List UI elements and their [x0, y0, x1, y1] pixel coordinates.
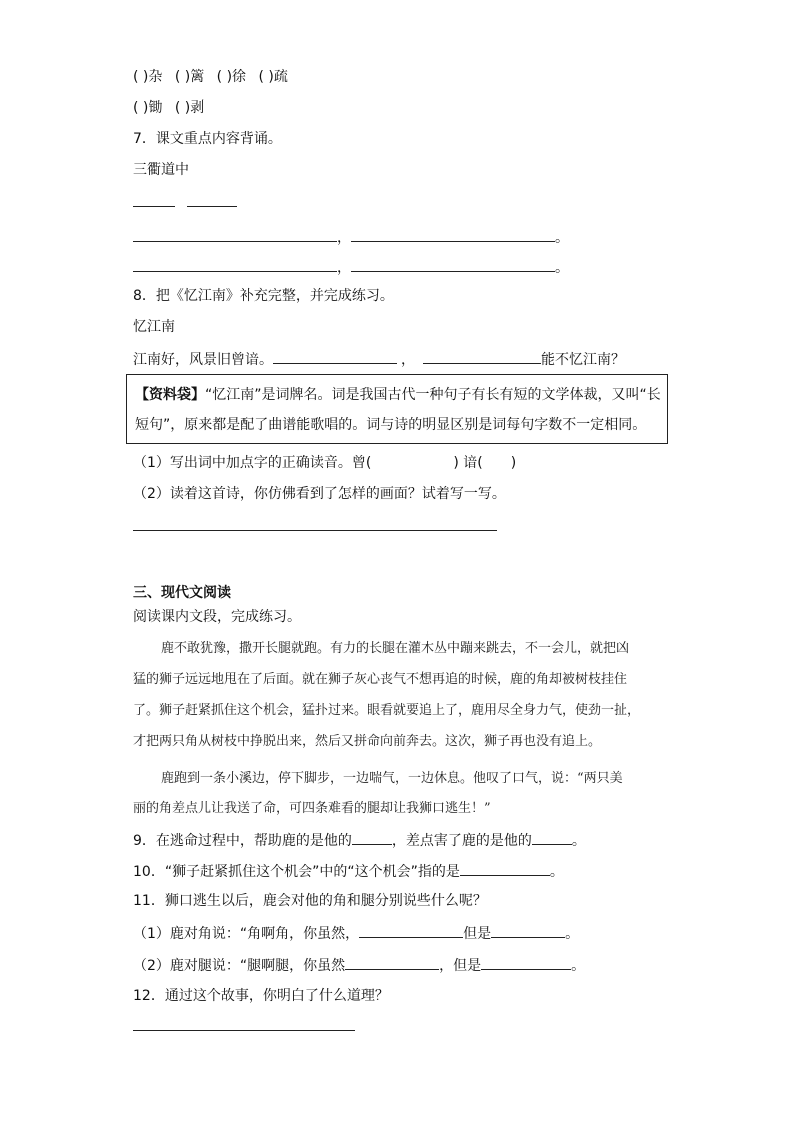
q8-sub1: （1）写出词中加点字的正确读音。曾( ) 谙( )	[133, 455, 517, 471]
q11-sub2: （2）鹿对腿说：“腿啊腿，你虽然 ，但是 。	[133, 955, 585, 975]
q9: 9．在逃命过程中，帮助鹿的是他的 ，差点害了鹿的是他的 。	[133, 830, 586, 850]
q8-answer-blank[interactable]	[423, 349, 541, 364]
info-tag: 【资料袋】	[135, 387, 205, 403]
q8-title: 忆江南	[133, 319, 175, 335]
q8-sub2-answer-blank[interactable]	[133, 530, 497, 531]
q11-answer-blank[interactable]	[345, 955, 439, 970]
char-item: ( )杂	[133, 69, 163, 85]
q8-sub2: （2）读着这首诗，你仿佛看到了怎样的画面？试着写一写。	[133, 486, 506, 502]
passage-line: 鹿不敢犹豫，撒开长腿就跑。有力的长腿在灌木丛中蹦来跳去，不一会儿，就把凶	[161, 641, 630, 656]
q10: 10．“狮子赶紧抓住这个机会”中的“这个机会”指的是 。	[133, 861, 564, 881]
q7-answer-blank[interactable]	[133, 257, 337, 272]
passage-line: 了。狮子赶紧抓住这个机会，猛扑过来。眼看就要追上了，鹿用尽全身力气，使劲一扯，	[133, 703, 641, 718]
q8-answer-blank[interactable]	[273, 349, 397, 364]
q7-author-blank[interactable]	[187, 206, 237, 207]
q7-line-1: ， 。	[133, 227, 569, 247]
q11-answer-blank[interactable]	[359, 923, 463, 938]
char-item: ( )锄	[133, 100, 163, 116]
passage-line: 丽的角差点儿让我送了命，可四条难看的腿却让我狮口逃生！”	[133, 801, 491, 816]
q12-answer-blank[interactable]	[133, 1030, 355, 1031]
info-box	[126, 374, 668, 444]
q10-answer-blank[interactable]	[460, 861, 550, 876]
q7-answer-blank[interactable]	[351, 257, 555, 272]
section-instruction: 阅读课内文段，完成练习。	[133, 609, 301, 625]
char-item: ( )剥	[174, 100, 205, 116]
passage-line: 猛的狮子远远地甩在了后面。就在狮子灰心丧气不想再追的时候，鹿的角却被树枝挂住	[133, 672, 628, 687]
q9-answer-blank[interactable]	[352, 830, 392, 845]
q7-prompt: 7．课文重点内容背诵。	[133, 131, 282, 147]
q8-prompt: 8．把《忆江南》补充完整，并完成练习。	[133, 288, 394, 304]
q12-prompt: 12．通过这个故事，你明白了什么道理？	[133, 988, 389, 1004]
q7-answer-blank[interactable]	[351, 227, 555, 242]
info-text-2: 短句”，原来都是配了曲谱能歌唱的。词与诗的明显区别是词每句字数不一定相同。	[135, 417, 647, 433]
char-item: ( )篱	[174, 69, 205, 85]
q11-sub1: （1）鹿对角说：“角啊角，你虽然， 但是 。	[133, 923, 579, 943]
q7-poem-title: 三衢道中	[133, 162, 189, 178]
q7-answer-blank[interactable]	[133, 227, 337, 242]
char-row-2	[133, 99, 204, 117]
char-item: ( )徐	[216, 69, 247, 85]
q9-answer-blank[interactable]	[532, 830, 572, 845]
char-item: ( )疏	[258, 69, 288, 85]
q11-answer-blank[interactable]	[481, 955, 571, 970]
q7-line-2: ， 。	[133, 257, 569, 277]
passage-line: 鹿跑到一条小溪边，停下脚步，一边喘气，一边休息。他叹了口气，说：“两只美	[161, 771, 623, 786]
section-heading: 三、现代文阅读	[133, 585, 231, 601]
passage-line: 才把两只角从树枝中挣脱出来，然后又拼命向前奔去。这次，狮子再也没有追上。	[133, 734, 602, 749]
q11-answer-blank[interactable]	[491, 923, 565, 938]
q7-dynasty-blank[interactable]	[133, 206, 175, 207]
q11-prompt: 11．狮口逃生以后，鹿会对他的角和腿分别说些什么呢？	[133, 893, 487, 909]
q8-poem-line: 江南好，风景旧曾谙。 ， 能不忆江南？	[133, 349, 625, 369]
char-row-1	[133, 68, 288, 86]
info-text-1: “忆江南”是词牌名。词是我国古代一种句子有长有短的文学体裁，又叫“长	[205, 387, 661, 403]
